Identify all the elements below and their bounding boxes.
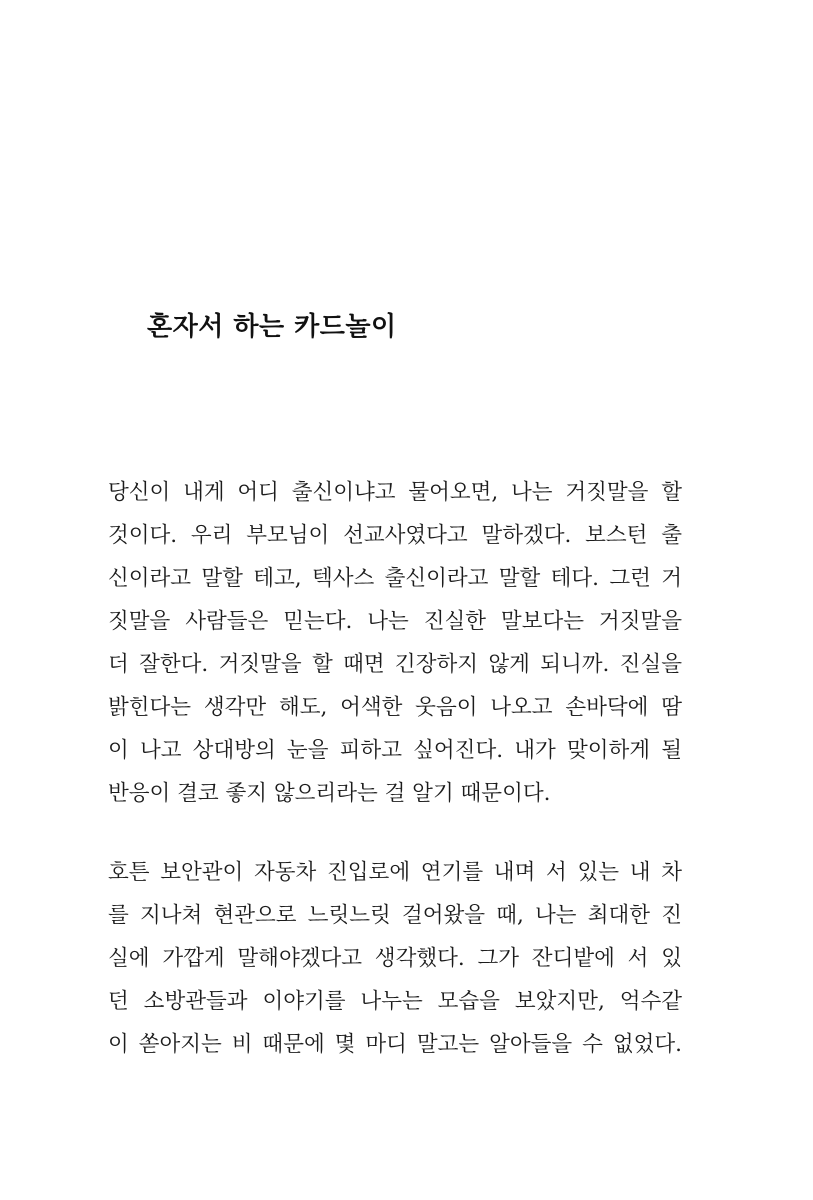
text-line: 호튼 보안관이 자동차 진입로에 연기를 내며 서 있는 내 차 — [108, 860, 682, 885]
paragraph-2 — [108, 851, 682, 1066]
text-line: 실에 가깝게 말해야겠다고 생각했다. 그가 잔디밭에 서 있 — [108, 946, 682, 971]
text-line: 반응이 결코 좋지 않으리라는 걸 알기 때문이다. — [108, 781, 551, 806]
text-line: 당신이 내게 어디 출신이냐고 물어오면, 나는 거짓말을 할 — [108, 480, 682, 505]
text-line: 이 나고 상대방의 눈을 피하고 싶어진다. 내가 맞이하게 될 — [108, 738, 682, 763]
text-line: 밝힌다는 생각만 해도, 어색한 웃음이 나오고 손바닥에 땀 — [108, 695, 682, 720]
text-line: 를 지나쳐 현관으로 느릿느릿 걸어왔을 때, 나는 최대한 진 — [108, 903, 682, 928]
text-line: 던 소방관들과 이야기를 나누는 모습을 보았지만, 억수같 — [108, 989, 682, 1014]
text-line: 것이다. 우리 부모님이 선교사였다고 말하겠다. 보스턴 출 — [108, 523, 682, 548]
text-line: 신이라고 말할 테고, 텍사스 출신이라고 말할 테다. 그런 거 — [108, 566, 682, 591]
chapter-title: 혼자서 하는 카드놀이 — [147, 312, 397, 342]
paragraph-1 — [108, 471, 682, 815]
text-line: 더 잘한다. 거짓말을 할 때면 긴장하지 않게 되니까. 진실을 — [108, 652, 682, 677]
text-line: 이 쏟아지는 비 때문에 몇 마디 말고는 알아들을 수 없었다. — [108, 1032, 682, 1057]
text-line: 짓말을 사람들은 믿는다. 나는 진실한 말보다는 거짓말을 — [108, 609, 682, 634]
